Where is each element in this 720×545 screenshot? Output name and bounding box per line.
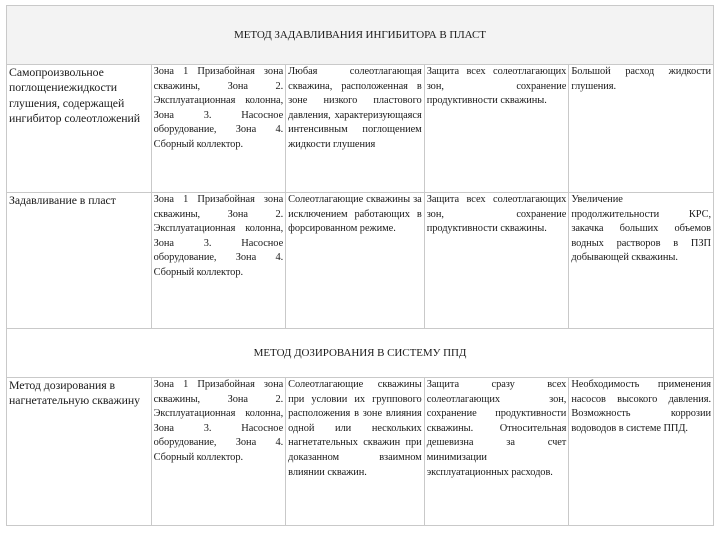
table-row [7, 65, 714, 193]
zones-cell: Зона 1 Призабойная зона скважины, Зона 2. Эксплуатационная колонна, Зона 3. Насосное оборудование, Зона 4. Сборный коллектор. [151, 65, 286, 193]
conditions-cell: Солеотлагающие скважины за исключением работающих в форсированном режиме. [286, 193, 425, 329]
document-page [6, 5, 714, 535]
method-cell: Самопроизвольное поглощениежидкости глушения, содержащей ингибитор солеотложений [7, 65, 152, 193]
method-cell: Задавливание в пласт [7, 193, 152, 329]
section-header-row [7, 329, 714, 378]
zones-cell: Зона 1 Призабойная зона скважины, Зона 2. Эксплуатационная колонна, Зона 3. Насосное оборудование, Зона 4. Сборный коллектор. [151, 378, 286, 526]
advantages-cell: Защита сразу всех солеотлагающих зон, сохранение продуктивности скважины. Относительная дешевизна за счет минимизации эксплуатационных расходов. [424, 378, 569, 526]
table-row [7, 193, 714, 329]
conditions-cell: Солеотлагающие скважины при условии их группового расположения в зоне влияния одной или нескольких нагнетательных скважин при доказанном взаимном влиянии скважин. [286, 378, 425, 526]
section2-title: МЕТОД ДОЗИРОВАНИЯ В СИСТЕМУ ППД [7, 329, 714, 378]
conditions-cell: Любая солеотлагающая скважина, расположенная в зоне низкого пластового давления, характеризующаяся интенсивным поглощением жидкости глушения [286, 65, 425, 193]
table-row [7, 378, 714, 526]
disadvantages-cell: Необходимость применения насосов высокого давления. Возможность коррозии водоводов в системе ППД. [569, 378, 714, 526]
disadvantages-cell: Увеличение продолжительности КРС, закачка больших объемов водных растворов в ПЗП добывающей скважины. [569, 193, 714, 329]
advantages-cell: Защита всех солеотлагающих зон, сохранение продуктивности скважины. [424, 65, 569, 193]
advantages-cell: Защита всех солеотлагающих зон, сохранение продуктивности скважины. [424, 193, 569, 329]
disadvantages-cell: Большой расход жидкости глушения. [569, 65, 714, 193]
methods-table [6, 5, 714, 526]
method-cell: Метод дозирования в нагнетательную скважину [7, 378, 152, 526]
zones-cell: Зона 1 Призабойная зона скважины, Зона 2. Эксплуатационная колонна, Зона 3. Насосное оборудование, Зона 4. Сборный коллектор. [151, 193, 286, 329]
section-header-row [7, 6, 714, 65]
section1-title: МЕТОД ЗАДАВЛИВАНИЯ ИНГИБИТОРА В ПЛАСТ [7, 6, 714, 65]
